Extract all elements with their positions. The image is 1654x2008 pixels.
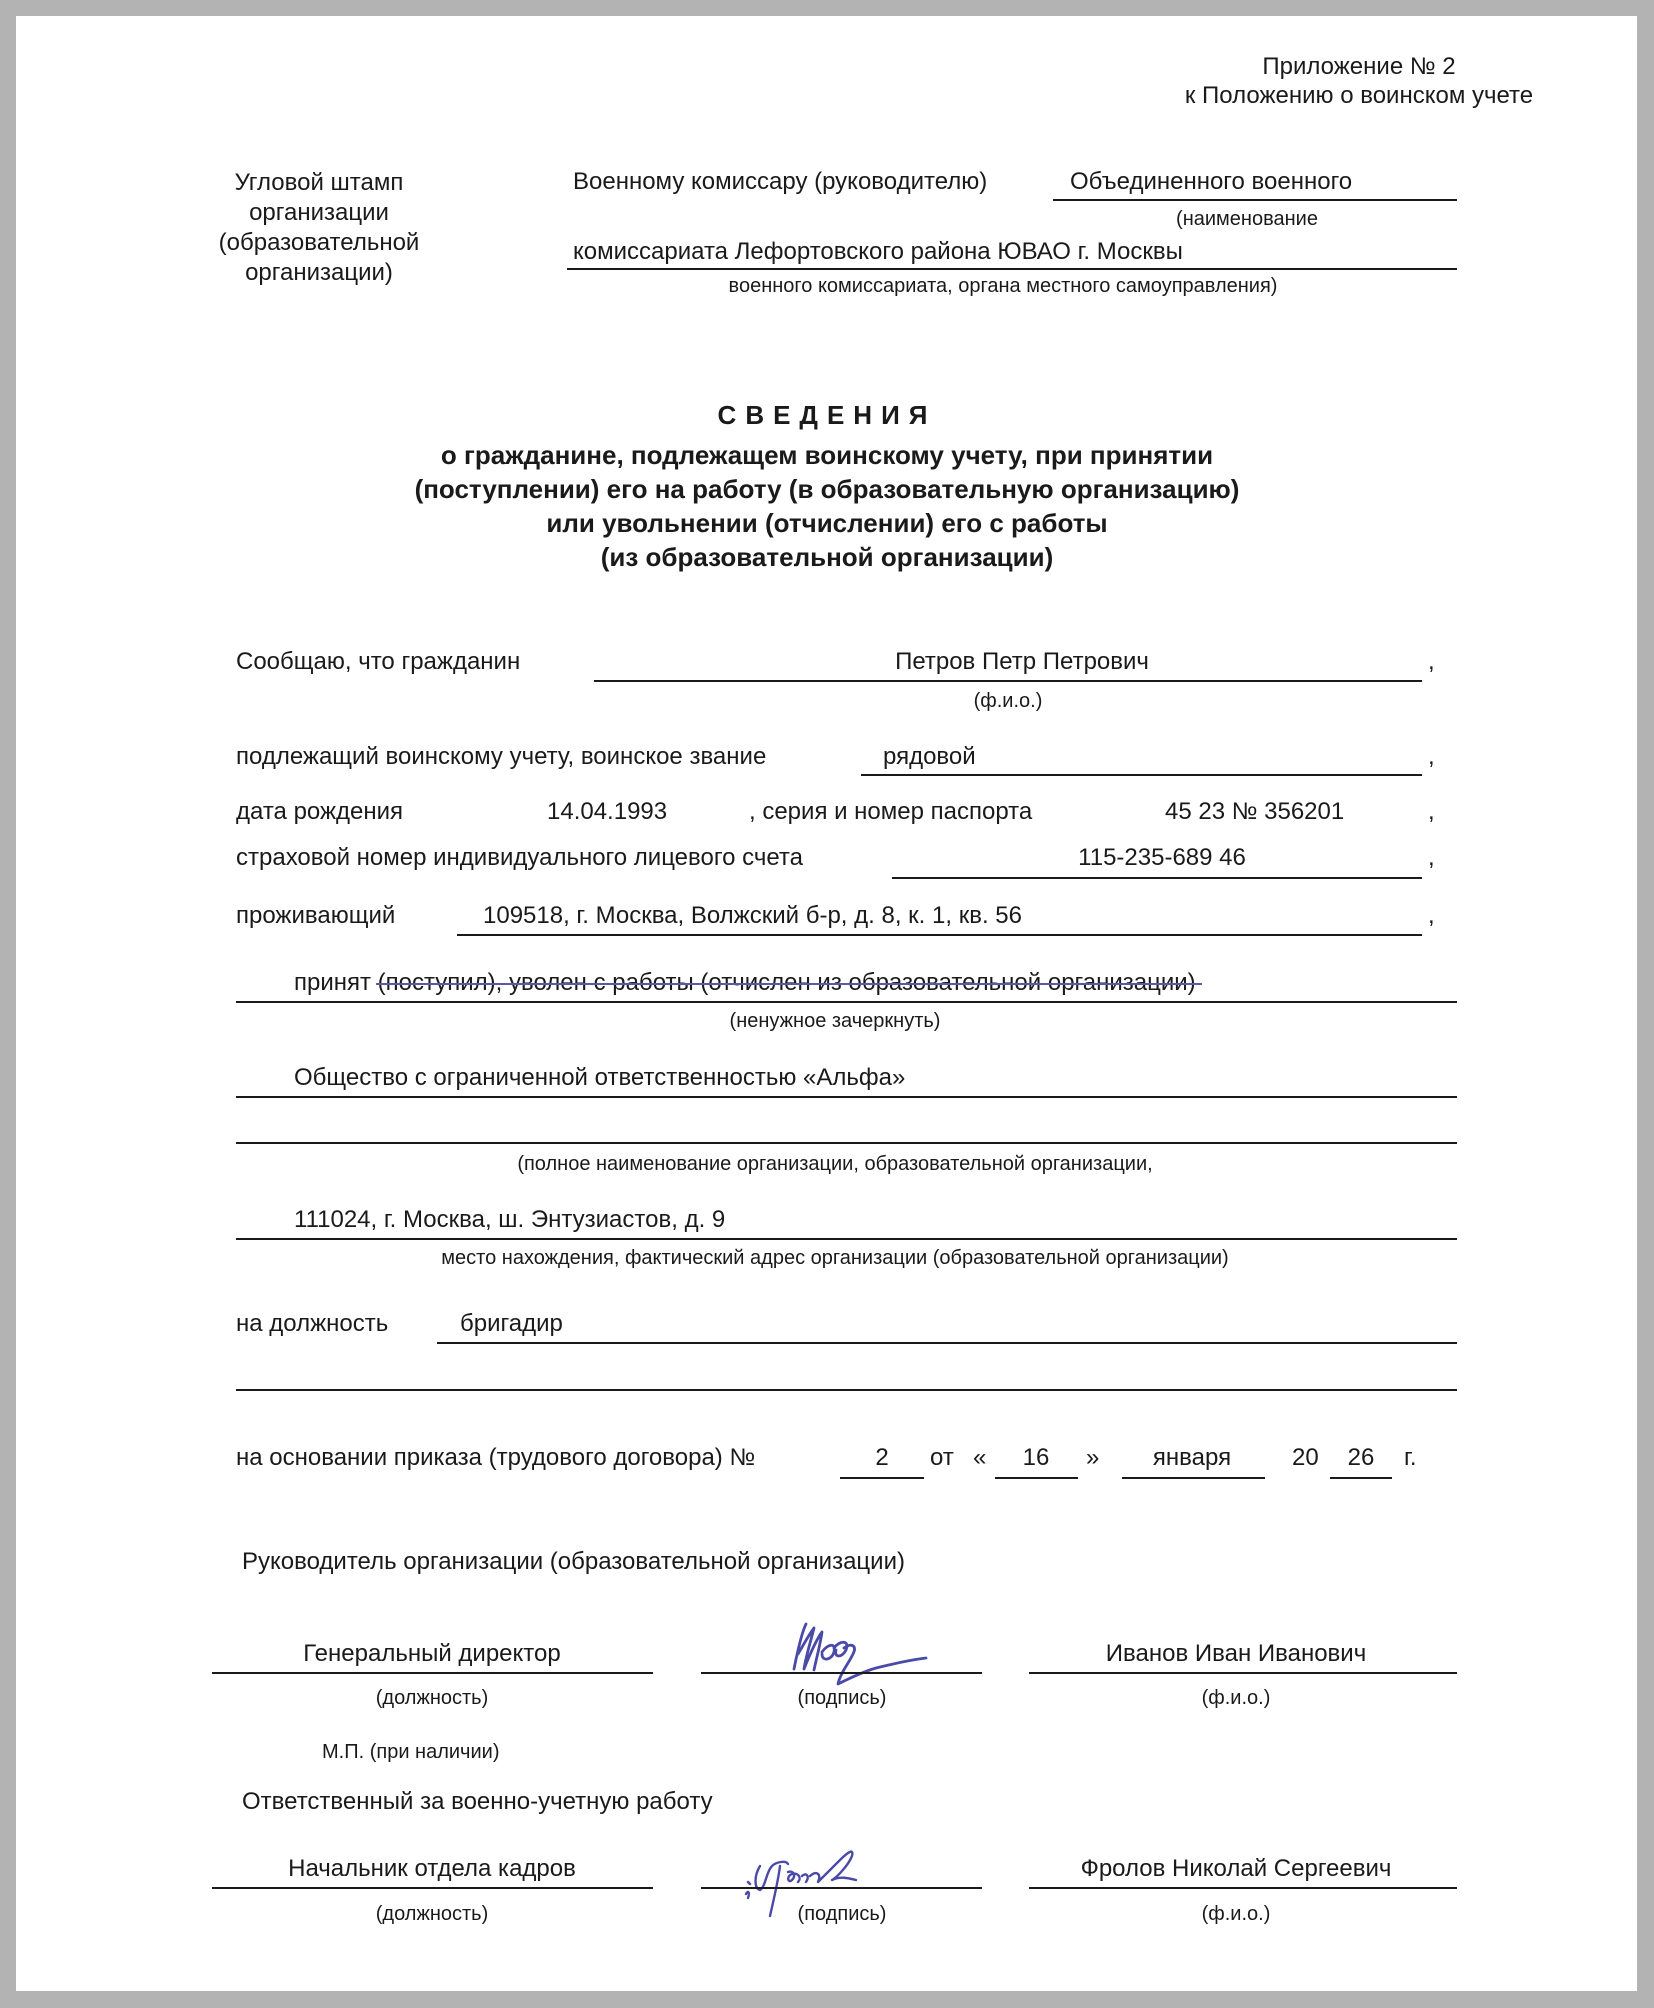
head-signature-icon bbox=[776, 1614, 956, 1694]
comma: , bbox=[1428, 743, 1435, 770]
head-name-underline bbox=[1029, 1672, 1457, 1674]
quote-close: » bbox=[1086, 1444, 1100, 1471]
addressee-underline-1 bbox=[1053, 199, 1457, 201]
officer-position[interactable]: Начальник отдела кадров bbox=[288, 1855, 576, 1882]
officer-signature-caption: (подпись) bbox=[797, 1903, 887, 1925]
action-statement bbox=[294, 969, 1196, 997]
order-year-underline bbox=[1330, 1477, 1392, 1479]
addressee-underline-2 bbox=[567, 268, 1457, 270]
comma: , bbox=[1428, 648, 1435, 675]
title-line: или увольнении (отчислении) его с работы bbox=[546, 508, 1108, 538]
title-heading: СВЕДЕНИЯ bbox=[717, 400, 937, 430]
position-label: на должность bbox=[236, 1310, 389, 1337]
comma: , bbox=[1428, 902, 1435, 929]
corner-stamp-line: (образовательной bbox=[218, 229, 420, 256]
corner-stamp-line: организации bbox=[249, 199, 389, 226]
head-signature-caption: (подпись) bbox=[797, 1687, 887, 1709]
passport-label: , серия и номер паспорта bbox=[749, 798, 1033, 825]
order-century: 20 bbox=[1292, 1444, 1319, 1471]
officer-name[interactable]: Фролов Николай Сергеевич bbox=[1080, 1855, 1392, 1882]
organization-name-underline-2 bbox=[236, 1142, 1457, 1144]
position-value[interactable]: бригадир bbox=[460, 1310, 563, 1337]
corner-stamp-line: Угловой штамп bbox=[234, 169, 404, 196]
order-year[interactable]: 26 bbox=[1347, 1444, 1375, 1471]
position-underline-2 bbox=[236, 1389, 1457, 1391]
order-label: на основании приказа (трудового договора) № bbox=[236, 1444, 756, 1471]
residence-value[interactable]: 109518, г. Москва, Волжский б-р, д. 8, к. 1, кв. 56 bbox=[483, 902, 1022, 929]
snils-label: страховой номер индивидуального лицевого счета bbox=[236, 844, 803, 871]
residence-label: проживающий bbox=[236, 902, 396, 929]
comma: , bbox=[1428, 844, 1435, 871]
head-position-underline bbox=[212, 1672, 653, 1674]
order-from-label: от bbox=[930, 1444, 954, 1471]
appendix-reference: к Положению о воинском учете bbox=[1184, 82, 1534, 109]
officer-name-underline bbox=[1029, 1887, 1457, 1889]
citizen-full-name[interactable]: Петров Петр Петрович bbox=[895, 648, 1149, 675]
organization-address-underline bbox=[236, 1238, 1457, 1240]
action-kept: принят bbox=[294, 969, 371, 996]
order-day-underline bbox=[995, 1477, 1078, 1479]
order-month[interactable]: января bbox=[1152, 1444, 1232, 1471]
head-section-label: Руководитель организации (образовательной организации) bbox=[242, 1548, 905, 1575]
action-caption: (ненужное зачеркнуть) bbox=[729, 1010, 941, 1032]
birth-date-value[interactable]: 14.04.1993 bbox=[547, 798, 668, 825]
officer-section-label: Ответственный за военно-учетную работу bbox=[242, 1788, 713, 1815]
head-signature-underline bbox=[701, 1672, 982, 1674]
officer-signature-underline bbox=[701, 1887, 982, 1889]
officer-name-caption: (ф.и.о.) bbox=[1201, 1903, 1271, 1925]
officer-position-caption: (должность) bbox=[375, 1903, 489, 1925]
snils-value[interactable]: 115-235-689 46 bbox=[1078, 844, 1246, 871]
addressee-value-1[interactable]: Объединенного военного bbox=[1070, 168, 1353, 195]
officer-position-underline bbox=[212, 1887, 653, 1889]
head-name-caption: (ф.и.о.) bbox=[1201, 1687, 1271, 1709]
organization-address[interactable]: 111024, г. Москва, ш. Энтузиастов, д. 9 bbox=[294, 1206, 726, 1233]
order-year-suffix: г. bbox=[1404, 1444, 1417, 1471]
addressee-caption-1: (наименование bbox=[1176, 208, 1318, 230]
birth-date-label: дата рождения bbox=[236, 798, 404, 825]
order-month-underline bbox=[1122, 1477, 1265, 1479]
rank-underline bbox=[861, 774, 1422, 776]
addressee-caption-2: военного комиссариата, органа местного самоуправления) bbox=[728, 275, 1278, 297]
head-position[interactable]: Генеральный директор bbox=[303, 1640, 561, 1667]
citizen-intro-label: Сообщаю, что гражданин bbox=[236, 648, 521, 675]
order-day[interactable]: 16 bbox=[1022, 1444, 1050, 1471]
organization-name-underline bbox=[236, 1096, 1457, 1098]
corner-stamp-line: организации) bbox=[245, 259, 393, 286]
action-underline bbox=[236, 1001, 1457, 1003]
quote-open: « bbox=[973, 1444, 987, 1471]
title-line: о гражданине, подлежащем воинскому учету, при принятии bbox=[440, 440, 1214, 470]
snils-underline bbox=[892, 877, 1422, 879]
organization-name[interactable]: Общество с ограниченной ответственностью «Альфа» bbox=[294, 1064, 906, 1091]
rank-value[interactable]: рядовой bbox=[883, 743, 976, 770]
head-position-caption: (должность) bbox=[375, 1687, 489, 1709]
rank-label: подлежащий воинскому учету, воинское звание bbox=[236, 743, 767, 770]
organization-address-caption: место нахождения, фактический адрес организации (образовательной организации) bbox=[441, 1247, 1229, 1269]
stamp-place-note: М.П. (при наличии) bbox=[322, 1741, 500, 1763]
action-struck-out: (поступил), уволен с работы (отчислен из образовательной организации) bbox=[377, 969, 1196, 996]
residence-underline bbox=[457, 934, 1422, 936]
document-page bbox=[16, 16, 1637, 1991]
order-number-underline bbox=[840, 1477, 924, 1479]
title-line: (из образовательной организации) bbox=[600, 542, 1054, 572]
citizen-name-underline bbox=[594, 680, 1422, 682]
citizen-name-caption: (ф.и.о.) bbox=[973, 690, 1043, 712]
passport-value[interactable]: 45 23 № 356201 bbox=[1165, 798, 1345, 825]
title-line: (поступлении) его на работу (в образовательную организацию) bbox=[414, 474, 1240, 504]
head-name[interactable]: Иванов Иван Иванович bbox=[1105, 1640, 1367, 1667]
order-number[interactable]: 2 bbox=[875, 1444, 889, 1471]
organization-name-caption: (полное наименование организации, образовательной организации, bbox=[517, 1153, 1153, 1175]
appendix-number: Приложение № 2 bbox=[1262, 53, 1456, 80]
comma: , bbox=[1428, 798, 1435, 825]
position-underline bbox=[437, 1342, 1457, 1344]
addressee-label: Военному комиссару (руководителю) bbox=[573, 168, 988, 195]
addressee-value-2[interactable]: комиссариата Лефортовского района ЮВАО г. Москвы bbox=[573, 238, 1183, 265]
